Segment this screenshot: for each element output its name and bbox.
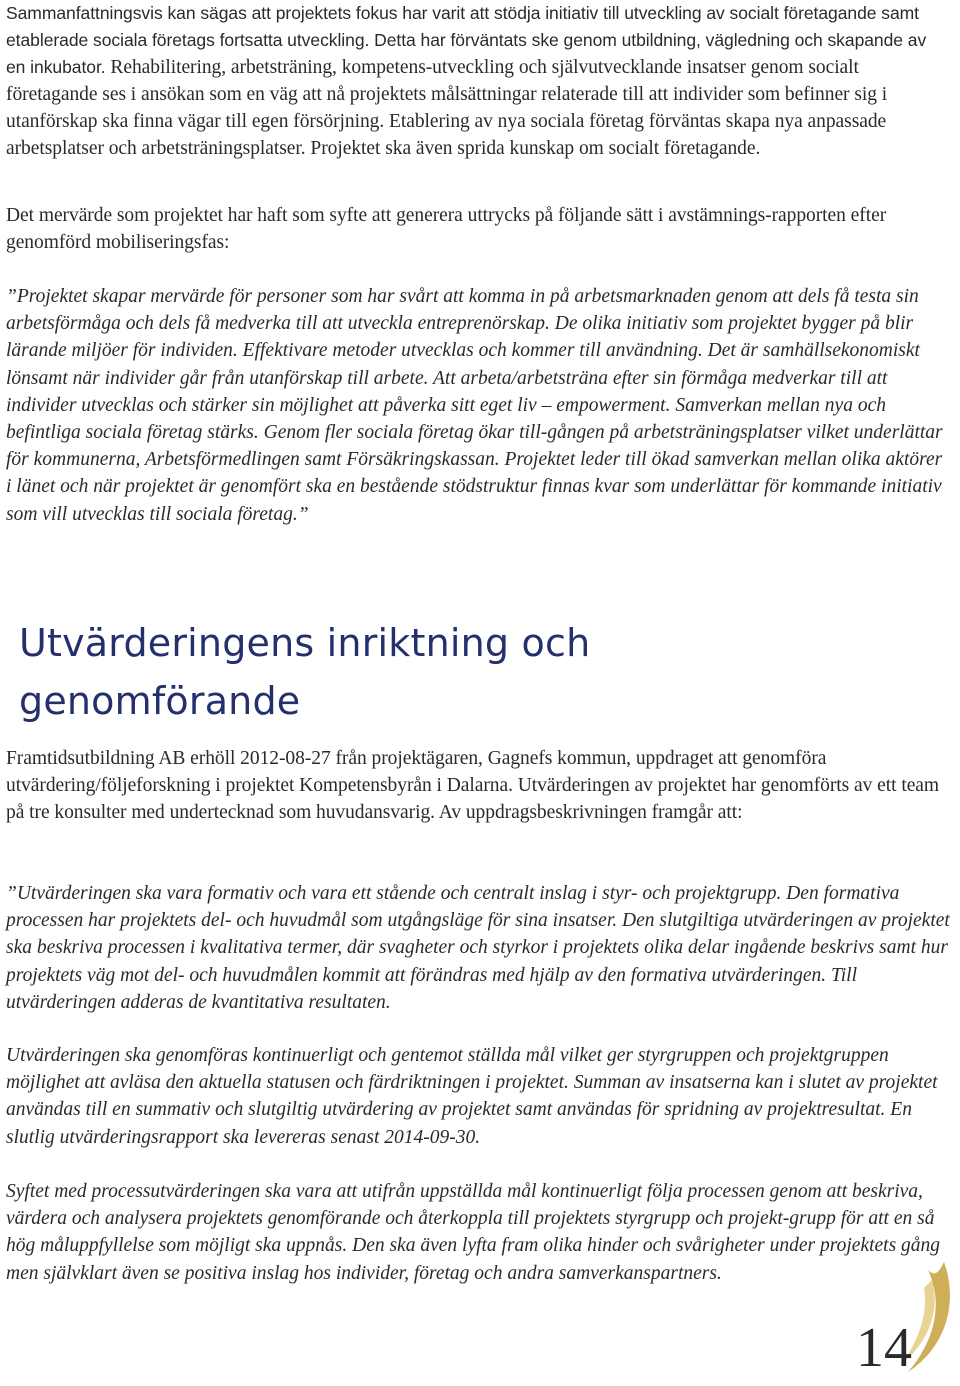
assignment-quote-2: Utvärderingen ska genomföras kontinuerligt och gentemot ställda mål vilket ger styrgruppen och projektgruppen möjlighet att avläsa den aktuella statusen och färdriktningen i projektet. Summan av insatserna kan i slutet av projektet användas till en summativ och slutgiltig utvärdering av projektet samt användas för spridning av projektresultat. En slutlig utvärderingsrapport ska levereras senast 2014-09-30.	[6, 1045, 938, 1148]
section-heading	[19, 614, 590, 730]
page-number: 14	[856, 1317, 912, 1379]
assignment-quote-3: Syftet med processutvärderingen ska vara att utifrån uppställda mål kontinuerligt följa processen genom att beskriva, värdera och analysera projektets genomförande och återkoppla till projektets styrgrupp och projekt-grupp för att en så hög måluppfyllelse som möjligt ska uppnås. Den ska även lyfta fram olika hinder och svårigheter under projektets gång men självklart även se positiva inslag hos individer, företag och andra samverkanspartners.	[6, 1181, 941, 1284]
added-value-intro: Det mervärde som projektet har haft som syfte att generera uttrycks på följande sätt i avstämnings-rapporten efter genomförd mobiliseringsfas:	[6, 205, 887, 253]
page-number-logo	[836, 1260, 956, 1380]
section-heading-line2: genomförande	[19, 679, 301, 723]
assignment-paragraph: Framtidsutbildning AB erhöll 2012-08-27 från projektägaren, Gagnefs kommun, uppdraget att genomföra utvärdering/följeforskning i projektet Kompetensbyrån i Dalarna. Utvärderingen av projektet har genomförts av ett team på tre konsulter med undertecknad som huvudansvarig. Av uppdragsbeskrivningen framgår att:	[6, 748, 940, 823]
assignment-quote-1: ”Utvärderingen ska vara formativ och vara ett stående och centralt inslag i styr- och projektgrupp. Den formativa processen har projektets del- och huvudmål som utgångsläge för sina insatser. Den slutgiltiga utvärderingen av projektet ska beskriva processen i kvalitativa termer, där svagheter och styrkor i projektets olika delar ingående beskrivs samt hur projektets väg mot del- och huvudmålen kommit att förändras med hjälp av den formativa utvärderingen. Till utvärderingen adderas de kvantitativa resultaten.	[6, 883, 950, 1013]
summary-serif-text: Rehabilitering, arbetsträning, kompetens-utveckling och självutvecklande insatser genom socialt företagande ses i ansökan som en väg att nå projektets målsättningar relaterade till att individer som befinner sig i utanförskap ska finna vägar till egen försörjning. Etablering av nya sociala företag förväntas skapa nya anpassade arbetsplatser och arbetsträningsplatser. Projektet ska även sprida kunskap om socialt företagande.	[6, 57, 888, 159]
added-value-quote: ”Projektet skapar mervärde för personer som har svårt att komma in på arbetsmarknaden genom att dels få testa sin arbetsförmåga och dels få medverka till att utveckla entreprenörskap. De olika initiativ som projektet bygger på blir lärande miljöer för individen. Effektivare metoder utvecklas och kommer till användning. Det är samhällsekonomiskt lönsamt när individer går från utanförskap till arbete. Att arbeta/arbetsträna efter sin förmåga medverkar till att individer utvecklas och stärker sin möjlighet att påverka sitt eget liv – empowerment. Samverkan mellan nya och befintliga sociala företag stärks. Genom fler sociala företag ökar till-gången på arbetsträningsplatser vilket underlättar för kommunerna, Arbetsförmedlingen samt Försäkringskassan. Projektet leder till ökad samverkan mellan olika aktörer i länet och när projektet är genomfört ska en bestående stödstruktur finnas kvar som underlättar för kommande initiativ som vill utvecklas till sociala företag.”	[6, 286, 943, 525]
summary-paragraph	[6, 0, 950, 162]
section-heading-line1: Utvärderingens inriktning och	[19, 621, 591, 665]
summary-sans-text: Sammanfattningsvis kan sägas att projektets fokus har varit att stödja initiativ till utveckling av socialt företagande samt etablerade sociala företags fortsatta utveckling. Detta har förväntats ske genom utbildning, vägledning och skapande av en inkubator.	[6, 3, 927, 77]
